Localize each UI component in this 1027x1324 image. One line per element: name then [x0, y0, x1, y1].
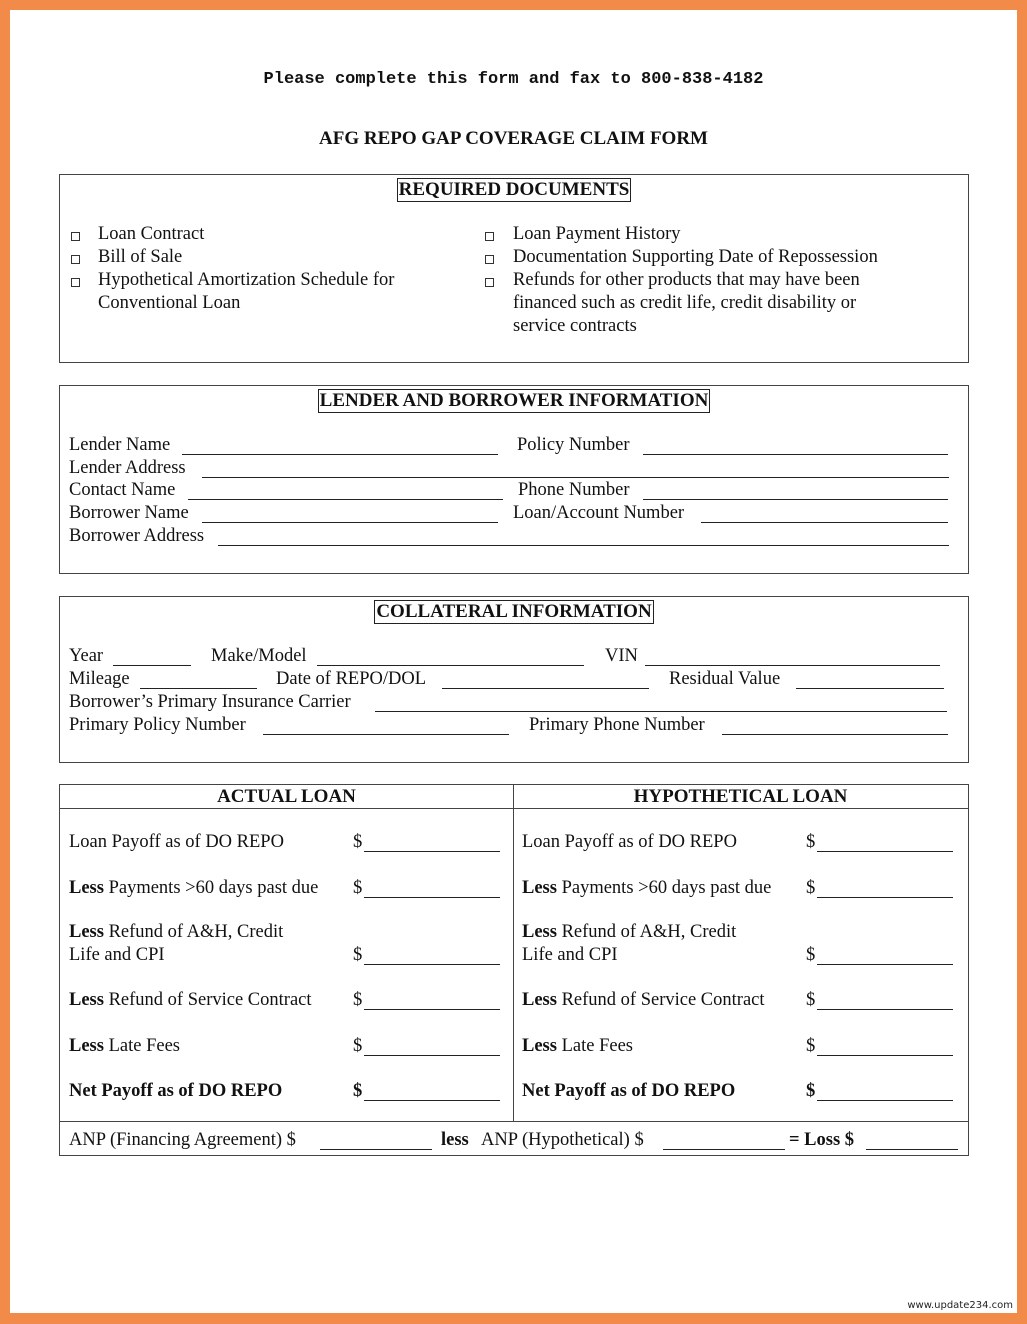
hypothetical-row-text: Loan Payoff as of DO REPO: [522, 832, 737, 852]
hypothetical-amount-field[interactable]: [817, 964, 953, 965]
lender-name-label: Lender Name: [69, 435, 171, 455]
policy-number-label: Policy Number: [517, 435, 630, 455]
equals-loss-label: = Loss $: [789, 1130, 855, 1150]
mileage-label: Mileage: [69, 669, 130, 689]
checkbox[interactable]: [485, 278, 494, 287]
primary-phone-number-label: Primary Phone Number: [529, 715, 705, 735]
lender-borrower-section: [59, 385, 969, 574]
hypothetical-dollar-sign: $: [806, 1036, 816, 1056]
hypothetical-row-text: Late Fees: [556, 1036, 633, 1056]
residual-value-field[interactable]: [796, 688, 944, 689]
primary-policy-number-label: Primary Policy Number: [69, 715, 246, 735]
actual-row-bold: Net Payoff as of DO REPO: [69, 1081, 283, 1101]
actual-dollar-sign: $: [353, 1036, 363, 1056]
hypothetical-amount-field[interactable]: [817, 851, 953, 852]
actual-dollar-sign: $: [353, 878, 363, 898]
insurance-carrier-field[interactable]: [375, 711, 947, 712]
actual-row-label: [69, 831, 284, 854]
anp-financing-field[interactable]: [320, 1149, 432, 1150]
phone-number-field[interactable]: [643, 499, 948, 500]
hypothetical-row-label: [522, 921, 736, 944]
actual-row-label: [69, 1080, 282, 1103]
borrower-name-field[interactable]: [202, 522, 498, 523]
policy-number-field[interactable]: [643, 454, 948, 455]
anp-hypothetical-label: ANP (Hypothetical) $: [481, 1130, 644, 1150]
vin-field[interactable]: [645, 665, 940, 666]
actual-row-text-line2: Life and CPI: [69, 945, 165, 965]
primary-phone-number-field[interactable]: [722, 734, 948, 735]
hypothetical-row-bold: Less: [522, 1036, 557, 1056]
hypothetical-row-text: Refund of Service Contract: [556, 990, 765, 1010]
actual-row-text: Late Fees: [103, 1036, 180, 1056]
actual-amount-field[interactable]: [364, 1055, 500, 1056]
actual-row-text: Loan Payoff as of DO REPO: [69, 832, 284, 852]
lender-borrower-heading: LENDER AND BORROWER INFORMATION: [319, 390, 709, 411]
lender-address-label: Lender Address: [69, 458, 186, 478]
checkbox[interactable]: [71, 278, 80, 287]
required-doc-right-item-text: Loan Payment History: [513, 224, 681, 244]
required-doc-left-item-text: Bill of Sale: [98, 247, 183, 267]
required-doc-right-item-text: Refunds for other products that may have been: [513, 270, 860, 290]
required-doc-left-item-text: Hypothetical Amortization Schedule for: [98, 270, 395, 290]
actual-row-label: [69, 921, 283, 944]
checkbox[interactable]: [485, 255, 494, 264]
mileage-field[interactable]: [140, 688, 257, 689]
hypothetical-amount-field[interactable]: [817, 1009, 953, 1010]
column-divider: [513, 785, 514, 1121]
actual-row-bold: Less: [69, 922, 104, 942]
date-repo-label: Date of REPO/DOL: [276, 669, 427, 689]
checkbox[interactable]: [71, 232, 80, 241]
actual-dollar-sign: $: [353, 945, 363, 965]
actual-dollar-sign: $: [353, 990, 363, 1010]
hypothetical-amount-field[interactable]: [817, 1055, 953, 1056]
fax-instruction: Please complete this form and fax to 800-838-4182: [263, 70, 764, 89]
required-doc-left-item-text: Conventional Loan: [98, 293, 241, 313]
insurance-carrier-label: Borrower’s Primary Insurance Carrier: [69, 692, 351, 712]
hypothetical-row-text: Payments >60 days past due: [556, 878, 772, 898]
required-doc-right-item-text: Documentation Supporting Date of Repossession: [513, 247, 878, 267]
loan-account-number-field[interactable]: [701, 522, 948, 523]
primary-policy-number-field[interactable]: [263, 734, 509, 735]
summary-divider: [60, 1121, 968, 1122]
checkbox[interactable]: [71, 255, 80, 264]
actual-row-label: [69, 1035, 180, 1058]
hypothetical-row-label: [522, 877, 771, 900]
actual-amount-field[interactable]: [364, 851, 500, 852]
lender-address-field[interactable]: [202, 477, 949, 478]
contact-name-field[interactable]: [188, 499, 503, 500]
date-repo-field[interactable]: [442, 688, 649, 689]
borrower-address-label: Borrower Address: [69, 526, 205, 546]
borrower-address-field[interactable]: [218, 545, 949, 546]
anp-financing-label: ANP (Financing Agreement) $: [69, 1130, 296, 1150]
required-documents-section: [59, 174, 969, 363]
make-model-label: Make/Model: [211, 646, 307, 666]
form-title: AFG REPO GAP COVERAGE CLAIM FORM: [319, 128, 708, 149]
required-doc-left-item-text: Loan Contract: [98, 224, 205, 244]
make-model-field[interactable]: [317, 665, 584, 666]
hypothetical-amount-field[interactable]: [817, 1100, 953, 1101]
header-divider: [60, 808, 968, 809]
collateral-heading: COLLATERAL INFORMATION: [376, 601, 652, 622]
loan-account-number-label: Loan/Account Number: [513, 503, 685, 523]
hypothetical-row-label: [522, 1035, 633, 1058]
actual-row-bold: Less: [69, 990, 104, 1010]
hypothetical-row-bold: Less: [522, 990, 557, 1010]
actual-row-label: [69, 877, 318, 900]
less-label: less: [441, 1130, 469, 1150]
actual-amount-field[interactable]: [364, 1100, 500, 1101]
required-doc-right-item-text: financed such as credit life, credit disability or: [513, 293, 857, 313]
actual-amount-field[interactable]: [364, 897, 500, 898]
vin-label: VIN: [605, 646, 638, 666]
actual-row-text: Refund of Service Contract: [103, 990, 312, 1010]
hypothetical-row-label: [522, 831, 737, 854]
actual-row-bold: Less: [69, 1036, 104, 1056]
loss-field[interactable]: [866, 1149, 958, 1150]
actual-amount-field[interactable]: [364, 1009, 500, 1010]
hypothetical-row-bold: Net Payoff as of DO REPO: [522, 1081, 736, 1101]
residual-value-label: Residual Value: [669, 669, 781, 689]
year-field[interactable]: [113, 665, 191, 666]
watermark: www.update234.com: [907, 1300, 1013, 1311]
claim-form-page: [10, 10, 1017, 1313]
anp-hypothetical-field[interactable]: [663, 1149, 785, 1150]
required-doc-right-item-text: service contracts: [513, 316, 637, 336]
hypothetical-row-label: [522, 1080, 735, 1103]
hypothetical-dollar-sign: $: [806, 1081, 816, 1101]
actual-row-text: Payments >60 days past due: [103, 878, 319, 898]
hypothetical-row-bold: Less: [522, 878, 557, 898]
hypothetical-row-bold: Less: [522, 922, 557, 942]
actual-dollar-sign: $: [353, 832, 363, 852]
hypothetical-loan-heading: HYPOTHETICAL LOAN: [633, 786, 848, 807]
loan-comparison-section: [59, 784, 969, 1156]
phone-number-label: Phone Number: [518, 480, 630, 500]
hypothetical-dollar-sign: $: [806, 832, 816, 852]
hypothetical-amount-field[interactable]: [817, 897, 953, 898]
actual-row-bold: Less: [69, 878, 104, 898]
hypothetical-dollar-sign: $: [806, 945, 816, 965]
hypothetical-row-label: [522, 989, 765, 1012]
contact-name-label: Contact Name: [69, 480, 176, 500]
required-documents-heading: REQUIRED DOCUMENTS: [398, 179, 630, 200]
lender-name-field[interactable]: [182, 454, 498, 455]
checkbox[interactable]: [485, 232, 494, 241]
hypothetical-dollar-sign: $: [806, 990, 816, 1010]
actual-loan-heading: ACTUAL LOAN: [217, 786, 356, 807]
actual-row-label: [69, 989, 312, 1012]
hypothetical-dollar-sign: $: [806, 878, 816, 898]
actual-amount-field[interactable]: [364, 964, 500, 965]
actual-row-text: Refund of A&H, Credit: [103, 922, 284, 942]
actual-dollar-sign: $: [353, 1081, 363, 1101]
year-label: Year: [69, 646, 104, 666]
collateral-section: [59, 596, 969, 763]
borrower-name-label: Borrower Name: [69, 503, 189, 523]
hypothetical-row-text-line2: Life and CPI: [522, 945, 618, 965]
hypothetical-row-text: Refund of A&H, Credit: [556, 922, 737, 942]
